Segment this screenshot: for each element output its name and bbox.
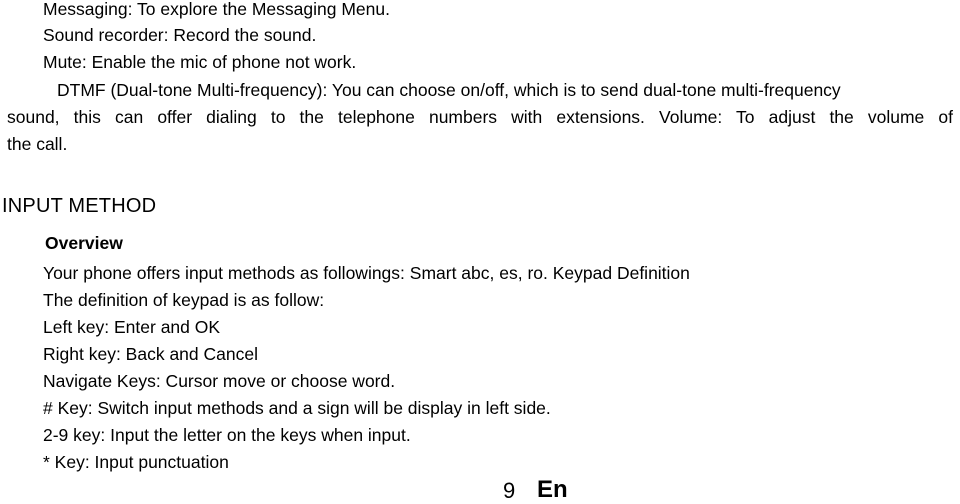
text-line-left-key: Left key: Enter and OK <box>43 317 221 337</box>
language-label: En <box>537 476 568 503</box>
page-number: 9 <box>503 478 516 503</box>
text-line-2-9-key: 2-9 key: Input the letter on the keys when input. <box>43 425 411 445</box>
text-line-dtmf: DTMF (Dual-tone Multi-frequency): You can choose on/off, which is to send dual-tone multi-frequency <box>57 80 841 100</box>
text-line-messaging: Messaging: To explore the Messaging Menu. <box>43 0 390 19</box>
text-line-hash-key: # Key: Switch input methods and a sign will be display in left side. <box>43 398 551 418</box>
section-subheading: Overview <box>45 233 123 253</box>
text-line-star-key: * Key: Input punctuation <box>43 452 229 472</box>
text-line-sound-recorder: Sound recorder: Record the sound. <box>43 25 317 45</box>
text-line-input-methods: Your phone offers input methods as followings: Smart abc, es, ro. Keypad Definition <box>43 263 690 283</box>
text-line-right-key: Right key: Back and Cancel <box>43 344 258 364</box>
text-line-call: the call. <box>7 134 68 154</box>
text-line-navigate-keys: Navigate Keys: Cursor move or choose word. <box>43 371 396 391</box>
text-line-mute: Mute: Enable the mic of phone not work. <box>43 52 357 72</box>
text-line-keypad-definition: The definition of keypad is as follow: <box>43 290 325 310</box>
text-line-dtmf-continued: sound, this can offer dialing to the telephone numbers with extensions. Volume: To adjust the volume of <box>7 107 953 127</box>
section-heading: INPUT METHOD <box>2 195 157 217</box>
